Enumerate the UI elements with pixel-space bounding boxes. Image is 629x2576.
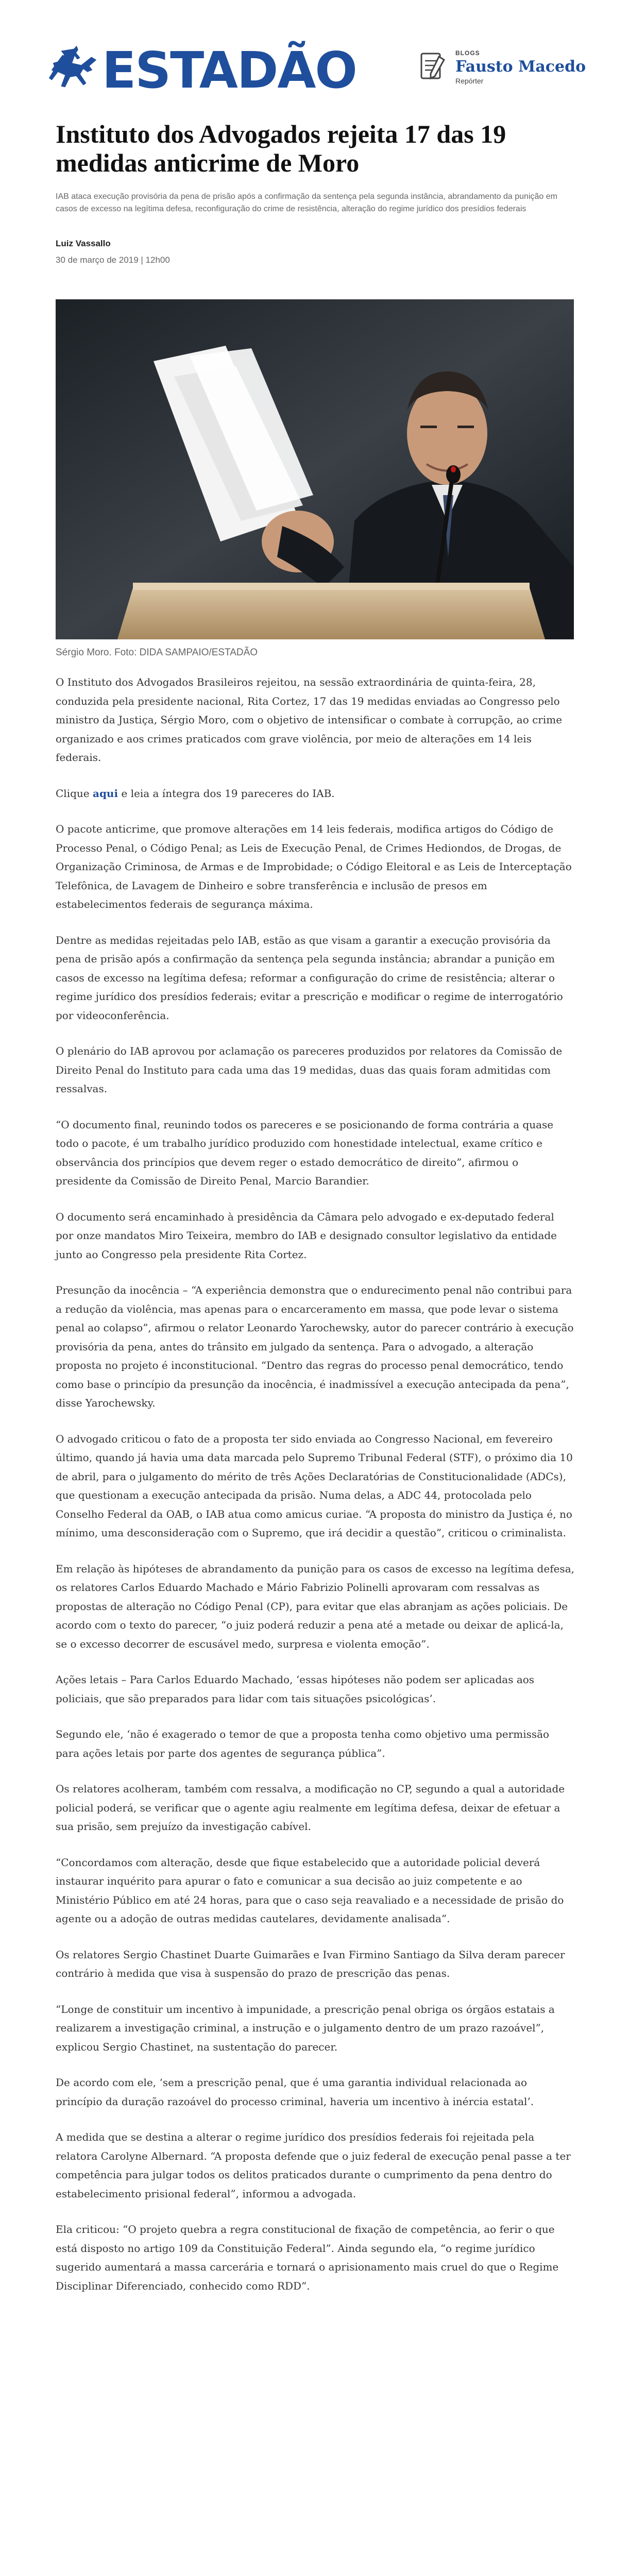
- article-paragraph: A medida que se destina a alterar o regime jurídico dos presídios federais foi rejeitada pela relatora Carolyne Albernard. “A proposta defende que o juiz federal de execução penal passe a ter competência para julgar todos os delitos praticados durante o cumprimento da pena dentro do estabelecimento prisional federal”, informou a advogada.: [56, 2131, 571, 2200]
- blog-badge[interactable]: [418, 49, 586, 85]
- article-paragraph: Ela criticou: “O projeto quebra a regra constitucional de fixação de competência, ao ferir o que está disposto no artigo 109 da Constituição Federal”. Ainda segundo ela, “o regime jurídico sugerido aumentará a massa carcerária e tornará o aprisionamento mais cruel do que o Regime Disciplinar Diferenciado, conhecido como RDD”.: [56, 2223, 559, 2292]
- article-paragraph: De acordo com ele, ‘sem a prescrição penal, que é uma garantia individual relacionada ao princípio da duração razoável do processo criminal, haveria um incentivo à inércia estatal’.: [56, 2076, 534, 2108]
- photo-caption: Sérgio Moro. Foto: DIDA SAMPAIO/ESTADÃO: [56, 647, 258, 658]
- read-full-link[interactable]: aqui: [92, 787, 118, 800]
- moro-photo-illustration: [56, 299, 574, 639]
- article-author[interactable]: Luiz Vassallo: [56, 239, 111, 248]
- blog-tag: BLOGS: [455, 49, 480, 57]
- article-photo: [56, 299, 574, 639]
- blog-name: Fausto Macedo: [455, 58, 586, 76]
- blog-meta: [455, 49, 586, 85]
- article-paragraph: Os relatores acolheram, também com ressalva, a modificação no CP, segundo a qual a autoridade policial poderá, se verificar que o agente agiu realmente em legítima defesa, deixar de efetuar a sua prisão, sem prejuízo da investigação cabível.: [56, 1783, 565, 1833]
- article-paragraph: Segundo ele, ‘não é exagerado o temor de que a proposta tenha como objetivo uma permissão para ações letais por parte dos agentes de segurança pública”.: [56, 1728, 550, 1759]
- logo-text: ESTADÃO: [102, 41, 356, 99]
- read-full-before: Clique: [56, 787, 93, 800]
- article-paragraph: Presunção da inocência – “A experiência demonstra que o endurecimento penal não contribui para a redução da violência, mas apenas para o encarceramento em massa, que pode levar o sistema penal ao colapso”, afirmou o relator Leonardo Yarochewsky, autor do parecer contrário à execução provisória da pena, antes do trânsito em julgado da sentença. Para o advogado, a alteração proposta no projeto é inconstitucional. “Dentro das regras do processo penal democrático, tendo como base o princípio da presunção da inocência, é inadmissível a execução antecipada da pena”, disse Yarochewsky.: [56, 1284, 574, 1409]
- horse-rider-icon: [43, 44, 104, 96]
- article-paragraph: “Concordamos com alteração, desde que fique estabelecido que a autoridade policial deverá instaurar inquérito para apurar o fato e comunicar a sua decisão ao juiz competente e ao Ministério Público em até 24 horas, para que o caso seja reavaliado e a necessidade de prisão do agente ou a adoção de outras medidas cautelares, devidamente analisada”.: [56, 1856, 564, 1925]
- article-paragraph: O documento será encaminhado à presidência da Câmara pelo advogado e ex-deputado federal por onze mandatos Miro Teixeira, membro do IAB e designado consultor legislativo da entidade junto ao Congresso pela presidente Rita Cortez.: [56, 1210, 557, 1261]
- article-paragraph: O Instituto dos Advogados Brasileiros rejeitou, na sessão extraordinária de quinta-feira, 28, conduzida pela presidente nacional, Rita Cortez, 17 das 19 medidas enviadas ao Congresso pelo ministro da Justiça, Sérgio Moro, com o objetivo de intensificar o combate à corrupção, ao crime organizado e aos crimes praticados com grave violência, por meio de alterações em 14 leis federais.: [56, 676, 563, 764]
- article-paragraph: Dentre as medidas rejeitadas pelo IAB, estão as que visam a garantir a execução provisória da pena de prisão após a confirmação da sentença pela segunda instância; abrandar a punição em casos de excesso na legítima defesa; reformar a configuração do crime de resistência; alterar o regime jurídico dos presídios federais; evitar a prescrição e modificar o regime de interrogatório por videoconferência.: [56, 934, 563, 1022]
- article-paragraph: O advogado criticou o fato de a proposta ter sido enviada ao Congresso Nacional, em fevereiro último, quando já havia uma data marcada pelo Supremo Tribunal Federal (STF), o próximo dia 10 de abril, para o julgamento do mérito de três Ações Declaratórias de Constitucionalidade (ADCs), que questionam a execução antecipada da prisão. Numa delas, a ADC 44, protocolada pelo Conselho Federal da OAB, o IAB atua como amicus curiae. “A proposta do ministro da Justiça é, no mínimo, uma desconsideração com o Supremo, que irá decidir a questão”, criticou o criminalista.: [56, 1432, 573, 1539]
- article-paragraph: Ações letais – Para Carlos Eduardo Machado, ‘essas hipóteses não podem ser aplicadas aos policiais, que são preparados para lidar com tais situações psicológicas’.: [56, 1673, 535, 1705]
- notepad-icon: [418, 49, 446, 81]
- read-full-after: e leia a íntegra dos 19 pareceres do IAB.: [118, 787, 335, 800]
- read-full-paragraph: [56, 784, 575, 803]
- article-paragraph: O plenário do IAB aprovou por aclamação os pareceres produzidos por relatores da Comissão de Direito Penal do Instituto para cada uma das 19 medidas, duas das quais foram admitidas com ressalvas.: [56, 1045, 563, 1095]
- article-paragraph: Os relatores Sergio Chastinet Duarte Guimarães e Ivan Firmino Santiago da Silva deram parecer contrário à medida que visa à suspensão do prazo de prescrição das penas.: [56, 1948, 565, 1979]
- article-paragraph: O pacote anticrime, que promove alterações em 14 leis federais, modifica artigos do Código de Processo Penal, o Código Penal; as Leis de Execução Penal, de Crimes Hediondos, de Drogas, de Organização Criminosa, de Armas e de Improbidade; o Código Eleitoral e as Leis de Interceptação Telefônica, de Lavagem de Dinheiro e sobre transferência e inclusão de presos em estabelecimentos federais de segurança máxima.: [56, 823, 572, 910]
- article-title: Instituto dos Advogados rejeita 17 das 19 medidas anticrime de Moro: [56, 120, 506, 177]
- article-date: 30 de março de 2019 | 12h00: [56, 255, 170, 265]
- blog-role: Repórter: [455, 77, 484, 85]
- article-dek: IAB ataca execução provisória da pena de prisão após a confirmação da sentença pela segunda instância, abrandamento da punição em casos de excesso na legítima defesa, reconfiguração do crime de resistência, alteração do regime jurídico dos presídios federais: [56, 192, 557, 213]
- site-header: [0, 0, 629, 129]
- article-paragraph: Em relação às hipóteses de abrandamento da punição para os casos de excesso na legítima defesa, os relatores Carlos Eduardo Machado e Mário Fabrizio Polinelli aprovaram com ressalvas as propostas de alteração no Código Penal (CP), para evitar que elas abranjam as ações policiais. De acordo com o texto do parecer, “o juiz poderá reduzir a pena até a metade ou deixar de aplicá-la, se o excesso decorrer de escusável medo, surpresa e violenta emoção”.: [56, 1562, 574, 1650]
- estadao-logo[interactable]: [43, 41, 356, 99]
- article-body: [56, 673, 575, 2312]
- article-paragraph: “Longe de constituir um incentivo à impunidade, a prescrição penal obriga os órgãos estatais a realizarem a investigação criminal, a instrução e o julgamento dentro de um prazo razoável”, explicou Sergio Chastinet, na sustentação do parecer.: [56, 2003, 555, 2053]
- article-paragraph: “O documento final, reunindo todos os pareceres e se posicionando de forma contrária a quase todo o pacote, é um trabalho jurídico produzido com honestidade intelectual, exame crítico e observância dos princípios que devem reger o estado democrático de direito”, afirmou o presidente da Comissão de Direito Penal, Marcio Barandier.: [56, 1118, 554, 1187]
